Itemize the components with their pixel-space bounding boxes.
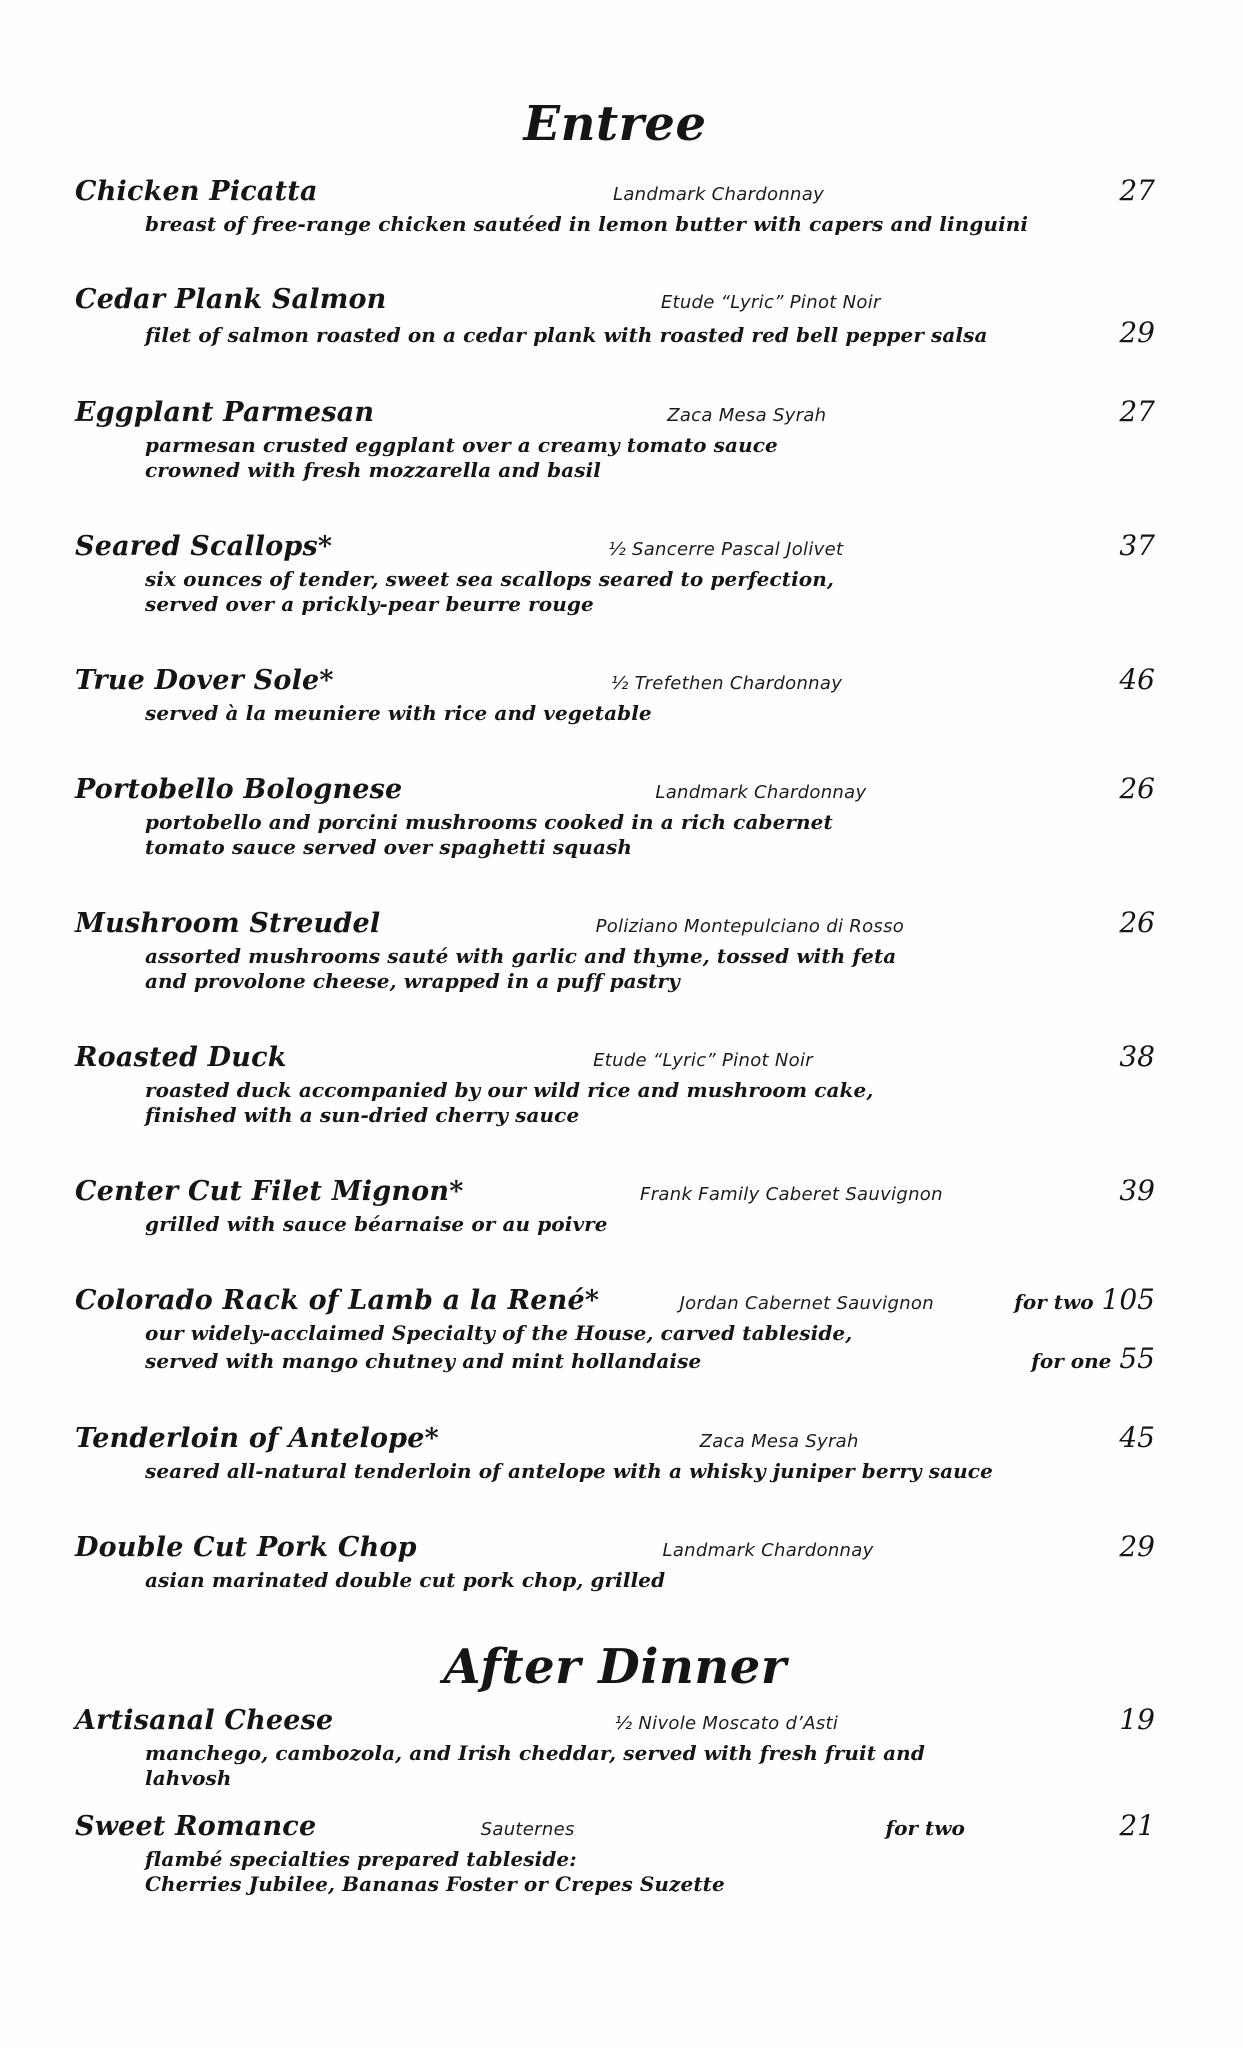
item-head-row bbox=[75, 174, 1155, 212]
price-cluster bbox=[1119, 663, 1155, 701]
item-description: roasted duck accompanied by our wild rice and mushroom cake, bbox=[145, 1078, 874, 1102]
item-name: Cedar Plank Salmon bbox=[75, 284, 387, 315]
item-name: True Dover Sole* bbox=[75, 665, 334, 696]
item-name: Portobello Bolognese bbox=[75, 774, 403, 805]
wine-pairing-label: Zaca Mesa Syrah bbox=[667, 405, 827, 426]
item-description-row bbox=[75, 1342, 1155, 1375]
item-description: filet of salmon roasted on a cedar plank with roasted red bell pepper salsa bbox=[145, 323, 988, 347]
menu-item bbox=[75, 906, 1155, 994]
wine-slot bbox=[316, 1813, 739, 1847]
item-price: 55 bbox=[1119, 1342, 1155, 1375]
item-head-row bbox=[75, 1040, 1155, 1078]
menu-item bbox=[75, 663, 1155, 726]
item-price: 37 bbox=[1119, 529, 1155, 562]
wine-slot bbox=[387, 286, 1155, 320]
item-description-row bbox=[75, 1741, 1155, 1766]
menu-item bbox=[75, 1040, 1155, 1128]
item-description: and provolone cheese, wrapped in a puff pastry bbox=[145, 969, 680, 993]
wine-slot bbox=[417, 1534, 1120, 1568]
wine-slot bbox=[374, 399, 1119, 433]
wine-slot bbox=[599, 1287, 1014, 1321]
menu-item bbox=[75, 395, 1155, 483]
item-name: Tenderloin of Antelope* bbox=[75, 1423, 439, 1454]
wine-pairing-label: ½ Nivole Moscato d’Asti bbox=[614, 1713, 839, 1734]
item-description: finished with a sun-dried cherry sauce bbox=[145, 1103, 580, 1127]
item-description-row bbox=[75, 1103, 1155, 1128]
wine-slot bbox=[380, 910, 1119, 944]
menu-item bbox=[75, 283, 1155, 349]
item-description-row bbox=[75, 835, 1155, 860]
price-cluster bbox=[1119, 1040, 1155, 1078]
item-description-row bbox=[75, 969, 1155, 994]
wine-pairing-label: Landmark Chardonnay bbox=[662, 1540, 874, 1561]
item-description: lahvosh bbox=[145, 1766, 232, 1790]
menu-section bbox=[75, 0, 1155, 1593]
item-head-row bbox=[75, 283, 1155, 320]
wine-pairing-label: Etude “Lyric” Pinot Noir bbox=[593, 1050, 813, 1071]
item-description-row bbox=[75, 1078, 1155, 1103]
item-description-row bbox=[75, 316, 1155, 349]
item-description: served à la meuniere with rice and vegetable bbox=[145, 701, 652, 725]
price-cluster bbox=[1014, 1283, 1155, 1321]
menu-item bbox=[75, 174, 1155, 237]
item-head-row bbox=[75, 529, 1155, 567]
wine-pairing-label: Landmark Chardonnay bbox=[655, 782, 867, 803]
item-description-row bbox=[75, 592, 1155, 617]
item-description-row bbox=[75, 1847, 1155, 1872]
item-description: assorted mushrooms sauté with garlic and thyme, tossed with feta bbox=[145, 944, 897, 968]
item-description-row bbox=[75, 1872, 1155, 1897]
item-description: served with mango chutney and mint hollandaise bbox=[145, 1349, 702, 1373]
item-price: 45 bbox=[1119, 1421, 1155, 1454]
item-price: 46 bbox=[1119, 663, 1155, 696]
item-name: Colorado Rack of Lamb a la René* bbox=[75, 1285, 600, 1316]
wine-slot bbox=[402, 776, 1119, 810]
price-cluster bbox=[1119, 529, 1155, 567]
menu-item bbox=[75, 1174, 1155, 1237]
item-name: Sweet Romance bbox=[75, 1811, 317, 1842]
item-price: 27 bbox=[1119, 174, 1155, 207]
item-description-row bbox=[75, 1321, 1155, 1346]
item-price: 27 bbox=[1119, 395, 1155, 428]
wine-pairing-label: Jordan Cabernet Sauvignon bbox=[679, 1293, 934, 1314]
item-head-row bbox=[75, 1530, 1155, 1568]
wine-pairing-label: Etude “Lyric” Pinot Noir bbox=[660, 292, 881, 313]
item-price: 39 bbox=[1119, 1174, 1155, 1207]
menu-item bbox=[75, 529, 1155, 617]
item-description: flambé specialties prepared tableside: bbox=[145, 1847, 577, 1871]
item-description-row bbox=[75, 212, 1155, 237]
item-head-row bbox=[75, 663, 1155, 701]
serving-size-label: for two bbox=[1014, 1290, 1094, 1314]
item-name: Artisanal Cheese bbox=[75, 1705, 334, 1736]
item-price: 38 bbox=[1119, 1040, 1155, 1073]
item-name: Mushroom Streudel bbox=[75, 908, 381, 939]
wine-pairing-label: Frank Family Caberet Sauvignon bbox=[640, 1184, 943, 1205]
item-description-row bbox=[75, 567, 1155, 592]
price-cluster bbox=[1119, 772, 1155, 810]
menu-item bbox=[75, 1530, 1155, 1593]
item-description: asian marinated double cut pork chop, grilled bbox=[145, 1568, 666, 1592]
item-price: 26 bbox=[1119, 772, 1155, 805]
item-description: crowned with fresh mozzarella and basil bbox=[145, 458, 601, 482]
menu-section bbox=[75, 1639, 1155, 1897]
item-description-row bbox=[75, 458, 1155, 483]
wine-slot bbox=[333, 1707, 1119, 1741]
wine-slot bbox=[334, 667, 1120, 701]
item-description-row bbox=[75, 1459, 1155, 1484]
item-price: 19 bbox=[1119, 1703, 1155, 1736]
wine-pairing-label: ½ Sancerre Pascal Jolivet bbox=[608, 539, 844, 560]
wine-pairing-label: Sauternes bbox=[480, 1819, 575, 1840]
price-cluster bbox=[1119, 1530, 1155, 1568]
wine-slot bbox=[439, 1425, 1119, 1459]
item-description-row bbox=[75, 1568, 1155, 1593]
item-description-row bbox=[75, 433, 1155, 458]
item-name: Double Cut Pork Chop bbox=[75, 1532, 417, 1563]
item-description-row bbox=[75, 944, 1155, 969]
item-name: Eggplant Parmesan bbox=[75, 397, 375, 428]
wine-pairing-label: Landmark Chardonnay bbox=[612, 184, 825, 205]
item-head-row bbox=[75, 772, 1155, 810]
item-description: breast of free-range chicken sautéed in lemon butter with capers and linguini bbox=[145, 212, 1029, 236]
item-description-row bbox=[75, 1212, 1155, 1237]
menu-item bbox=[75, 1283, 1155, 1375]
item-head-row bbox=[75, 906, 1155, 944]
price-cluster bbox=[1119, 906, 1155, 944]
item-head-row bbox=[75, 395, 1155, 433]
item-description: seared all-natural tenderloin of antelope with a whisky juniper berry sauce bbox=[145, 1459, 993, 1483]
item-name: Chicken Picatta bbox=[75, 176, 318, 207]
section-title: Entree bbox=[523, 96, 707, 152]
item-name: Center Cut Filet Mignon* bbox=[75, 1176, 464, 1207]
item-description: grilled with sauce béarnaise or au poivre bbox=[145, 1212, 608, 1236]
item-head-row bbox=[75, 1174, 1155, 1212]
item-description: tomato sauce served over spaghetti squash bbox=[145, 835, 632, 859]
item-description: portobello and porcini mushrooms cooked in a rich cabernet bbox=[145, 810, 833, 834]
menu-item bbox=[75, 772, 1155, 860]
item-description: parmesan crusted eggplant over a creamy tomato sauce bbox=[145, 433, 778, 457]
item-description: Cherries Jubilee, Bananas Foster or Crepes Suzette bbox=[145, 1872, 725, 1896]
price-cluster bbox=[1119, 174, 1155, 212]
serving-size-label: for one bbox=[1031, 1349, 1112, 1373]
wine-slot bbox=[318, 178, 1120, 212]
item-head-row bbox=[75, 1421, 1155, 1459]
section-title: After Dinner bbox=[443, 1639, 787, 1695]
item-head-row bbox=[75, 1703, 1155, 1741]
wine-pairing-label: Zaca Mesa Syrah bbox=[699, 1431, 859, 1452]
item-price: 29 bbox=[1119, 1530, 1155, 1563]
item-description-row bbox=[75, 810, 1155, 835]
item-description-row bbox=[75, 701, 1155, 726]
mid-slot bbox=[739, 1811, 1119, 1847]
item-description: manchego, cambozola, and Irish cheddar, served with fresh fruit and bbox=[145, 1741, 925, 1765]
item-price: 26 bbox=[1119, 906, 1155, 939]
price-cluster bbox=[1031, 1342, 1155, 1375]
price-cluster bbox=[1119, 1174, 1155, 1212]
item-price: 105 bbox=[1101, 1283, 1155, 1316]
item-head-row bbox=[75, 1283, 1155, 1321]
wine-pairing-label: ½ Trefethen Chardonnay bbox=[610, 673, 843, 694]
item-description: our widely-acclaimed Specialty of the House, carved tableside, bbox=[145, 1321, 853, 1345]
price-cluster bbox=[1119, 1703, 1155, 1741]
wine-pairing-label: Poliziano Montepulciano di Rosso bbox=[595, 916, 905, 937]
wine-slot bbox=[464, 1178, 1120, 1212]
price-cluster bbox=[1119, 1809, 1155, 1847]
price-cluster bbox=[1119, 395, 1155, 433]
item-name: Roasted Duck bbox=[75, 1042, 287, 1073]
item-description: served over a prickly-pear beurre rouge bbox=[145, 592, 594, 616]
wine-slot bbox=[332, 533, 1119, 567]
wine-slot bbox=[287, 1044, 1120, 1078]
item-description-row bbox=[75, 1766, 1155, 1791]
menu-item bbox=[75, 1703, 1155, 1791]
item-name: Seared Scallops* bbox=[75, 531, 333, 562]
serving-size-label: for two bbox=[885, 1816, 965, 1840]
item-head-row bbox=[75, 1809, 1155, 1847]
menu-item bbox=[75, 1809, 1155, 1897]
item-price: 29 bbox=[1119, 316, 1155, 349]
item-price: 21 bbox=[1119, 1809, 1155, 1842]
menu-item bbox=[75, 1421, 1155, 1484]
price-cluster bbox=[1119, 1421, 1155, 1459]
item-description: six ounces of tender, sweet sea scallops seared to perfection, bbox=[145, 567, 834, 591]
price-cluster bbox=[1119, 316, 1155, 349]
